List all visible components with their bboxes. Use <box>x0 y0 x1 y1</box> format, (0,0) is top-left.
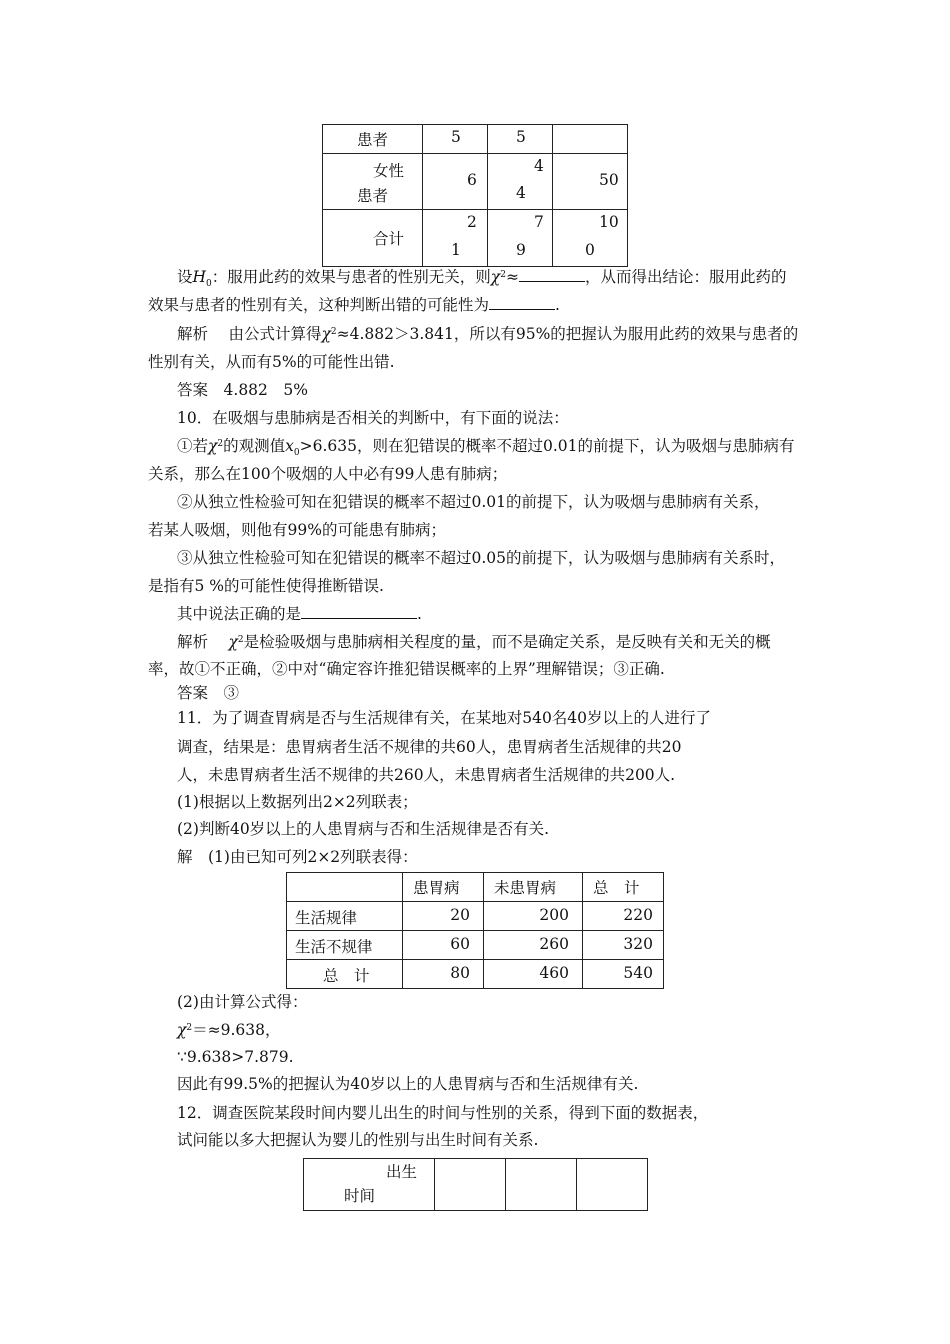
q11-stem-line2: 调查，结果是：患胃病者生活不规律的共60人，患胃病者生活规律的共20 <box>177 738 682 756</box>
q10-statement2-line2: 若某人吸烟，则他有99%的可能患有肺病； <box>148 521 446 539</box>
q9-stem-line2: 效果与患者的性别有关，这种判断出错的可能性为 . <box>148 296 560 314</box>
answer-blank <box>301 604 417 619</box>
table-header-cell: 未患胃病 <box>484 873 583 902</box>
table-drug-effect <box>322 124 628 267</box>
q10-answer: 答案 ③ <box>177 684 240 702</box>
q9-analysis-line2: 性别有关，从而有5%的可能性出错. <box>148 353 395 371</box>
table-row-label: 生活不规律 <box>287 931 403 960</box>
table-cell: 80 <box>403 960 484 989</box>
table-cell: 7 9 <box>488 210 553 267</box>
answer-blank <box>519 267 585 282</box>
q9-stem-line1: 设$H_0$：服用此药的效果与患者的性别无关，则$\chi^2\approx$ ，从而得出结论：服用此药的 <box>177 268 787 290</box>
q10-statement1-line1: ①若$\chi^2$的观测值$x_0>6.635$，则在犯错误的概率不超过0.01的前提下，认为吸烟与患肺病有 <box>177 437 795 459</box>
table-cell: 60 <box>403 931 484 960</box>
table-cell: 460 <box>484 960 583 989</box>
table-header-cell <box>287 873 403 902</box>
table-cell: 50 <box>553 154 628 210</box>
q10-statement1-line2: 关系，那么在100个吸烟的人中必有99人患有肺病； <box>148 465 508 483</box>
q11-part2: (2)判断40岁以上的人患胃病与否和生活规律是否有关. <box>177 820 550 838</box>
q12-stem-line2: 试问能以多大把握认为婴儿的性别与出生时间有关系. <box>177 1131 539 1149</box>
table-cell: 4 4 <box>488 154 553 210</box>
table-cell: 320 <box>583 931 664 960</box>
table-cell: 220 <box>583 902 664 931</box>
table-cell: 女性 患者 <box>323 154 423 210</box>
table-cell: 5 <box>488 125 553 154</box>
q11-stem-line1: 11．为了调查胃病是否与生活规律有关，在某地对540名40岁以上的人进行了 <box>177 709 712 727</box>
table-row-label: 生活规律 <box>287 902 403 931</box>
table-cell: 200 <box>484 902 583 931</box>
table-cell <box>435 1159 506 1211</box>
table-header-cell: 患胃病 <box>403 873 484 902</box>
q11-formula: $\chi^2=\approx 9.638$， <box>177 1021 281 1039</box>
table-cell: 2 1 <box>423 210 488 267</box>
q11-conclusion: 因此有99.5%的把握认为40岁以上的人患胃病与否和生活规律有关. <box>177 1075 639 1093</box>
q10-statement2-line1: ②从独立性检验可知在犯错误的概率不超过0.01的前提下，认为吸烟与患肺病有关系， <box>177 493 770 511</box>
table-birth-time <box>303 1158 648 1211</box>
table-cell: 6 <box>423 154 488 210</box>
q10-statement3-line1: ③从独立性检验可知在犯错误的概率不超过0.05的前提下，认为吸烟与患肺病有关系时， <box>177 549 786 567</box>
table-cell: 合计 <box>323 210 423 267</box>
answer-blank <box>489 295 555 310</box>
q10-question: 其中说法正确的是 . <box>177 605 422 623</box>
q11-part1: (1)根据以上数据列出2×2列联表； <box>177 793 418 811</box>
table-row-label: 总 计 <box>287 960 403 989</box>
table-cell <box>577 1159 648 1211</box>
q11-because: ∵9.638>7.879. <box>177 1048 294 1066</box>
table-cell: 260 <box>484 931 583 960</box>
table-cell: 5 <box>423 125 488 154</box>
table-cell: 10 0 <box>553 210 628 267</box>
table-header-cell: 总 计 <box>583 873 664 902</box>
table-cell <box>553 125 628 154</box>
q11-step2: (2)由计算公式得： <box>177 993 308 1011</box>
table-cell: 患者 <box>323 125 423 154</box>
q10-analysis-line2: 率，故①不正确，②中对“确定容许推犯错误概率的上界”理解错误；③正确. <box>148 660 665 678</box>
q10-statement3-line2: 是指有5 %的可能性使得推断错误. <box>148 577 384 595</box>
q10-stem: 10．在吸烟与患肺病是否相关的判断中，有下面的说法： <box>177 409 569 427</box>
q11-stem-line3: 人，未患胃病者生活不规律的共260人，未患胃病者生活规律的共200人. <box>177 766 676 784</box>
table-cell: 540 <box>583 960 664 989</box>
q10-analysis-line1: 解析 $\chi^2$是检验吸烟与患肺病相关程度的量，而不是确定关系，是反映有关和无关的概 <box>177 633 771 651</box>
q9-analysis-line1: 解析 由公式计算得$\chi^2\approx 4.882>3.841$，所以有95%的把握认为服用此药的效果与患者的 <box>177 325 799 343</box>
table-cell: 20 <box>403 902 484 931</box>
q12-stem-line1: 12．调查医院某段时间内婴儿出生的时间与性别的关系，得到下面的数据表， <box>177 1104 709 1122</box>
q11-solution-intro: 解 (1)由已知可列2×2列联表得： <box>177 848 418 866</box>
table-header-cell: 出生 时间 <box>304 1159 435 1211</box>
table-cell <box>506 1159 577 1211</box>
q9-answer: 答案 4.882 5% <box>177 381 308 399</box>
table-stomach-disease <box>286 872 664 989</box>
